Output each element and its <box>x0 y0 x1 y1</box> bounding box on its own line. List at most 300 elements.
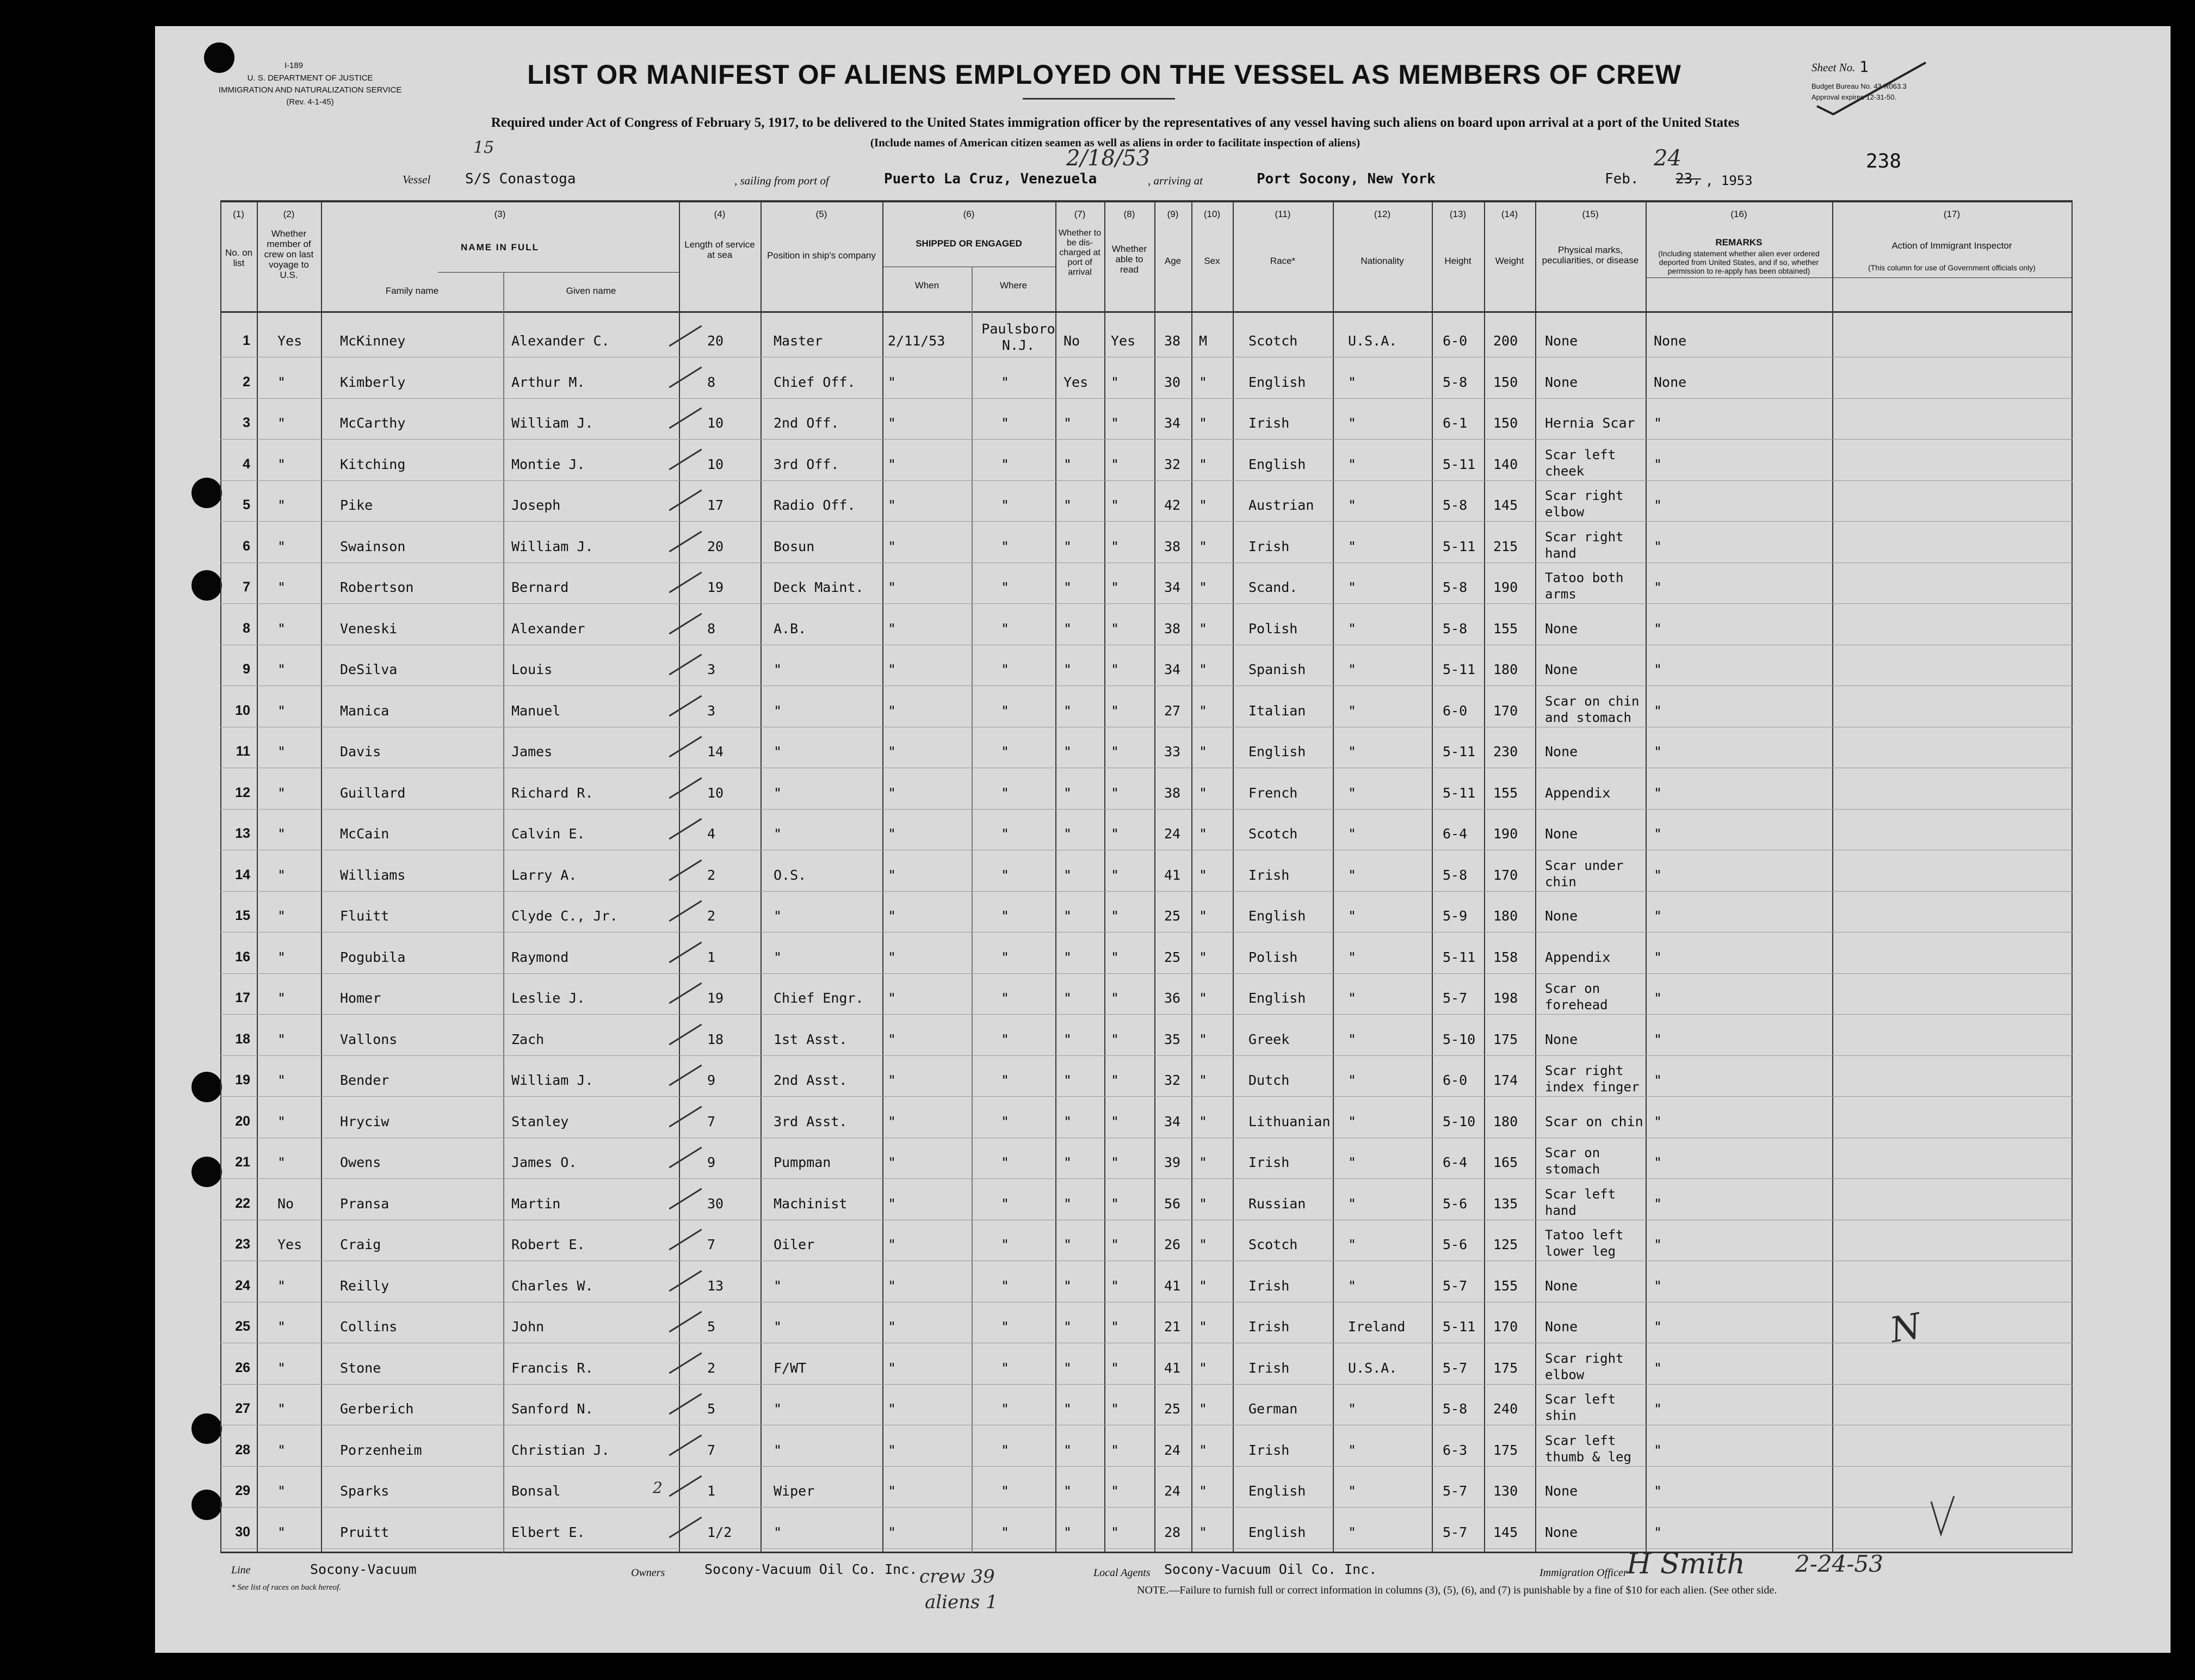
cell-remarks: " <box>1654 867 1662 883</box>
cell-race: Spanish <box>1248 662 1306 677</box>
cell-race: Polish <box>1248 621 1298 637</box>
cell-service: 19 <box>707 990 724 1006</box>
col-heading: REMARKS <box>1715 237 1763 248</box>
cell-family: Manica <box>340 703 389 719</box>
cell-when: " <box>888 621 896 637</box>
cell-nationality: " <box>1348 539 1357 554</box>
cell-no: 3 <box>243 415 250 430</box>
cell-read: " <box>1111 1072 1120 1088</box>
cell-family: Pike <box>340 497 373 513</box>
cell-height: 5-7 <box>1443 1278 1468 1294</box>
cell-race: Scotch <box>1248 333 1298 349</box>
owners-value: Socony-Vacuum Oil Co. Inc. <box>704 1561 918 1577</box>
col-heading: Position in ship's company <box>767 250 876 261</box>
col-line <box>220 200 221 1553</box>
cell-marks: None <box>1545 1278 1578 1294</box>
cell-where: " <box>1001 744 1010 759</box>
cell-sex: " <box>1199 1442 1208 1458</box>
cell-read: Yes <box>1111 333 1136 349</box>
cell-given: Bonsal <box>511 1483 561 1499</box>
cell-no: 28 <box>235 1442 250 1457</box>
cell-height: 5-10 <box>1443 1114 1476 1129</box>
scan-border <box>2171 0 2195 1680</box>
col-heading-note: (Including statement whether alien ever ordered deported from United States, and if so, whether permission to re-apply has been obtained) <box>1658 249 1820 275</box>
cell-weight: 158 <box>1493 949 1518 965</box>
cell-weight: 190 <box>1493 579 1518 595</box>
cell-service: 18 <box>707 1032 724 1047</box>
cell-weight: 145 <box>1493 1524 1518 1540</box>
cell-marks: None <box>1545 333 1578 349</box>
cell-age: 34 <box>1164 415 1181 431</box>
cell-family: Porzenheim <box>340 1442 422 1458</box>
handwritten-date: 2/18/53 <box>1066 146 1151 171</box>
cell-marks: Scar on chin <box>1545 1114 1643 1129</box>
cell-weight: 180 <box>1493 908 1518 924</box>
cell-height: 5-6 <box>1443 1237 1468 1252</box>
cell-height: 6-3 <box>1443 1442 1468 1458</box>
cell-read: " <box>1111 497 1120 513</box>
officer-label: Immigration Officer <box>1539 1567 1628 1579</box>
cell-nationality: " <box>1348 949 1357 965</box>
col-number: (7) <box>1074 209 1086 219</box>
cell-weight: 240 <box>1493 1401 1518 1417</box>
cell-read: " <box>1111 1237 1120 1252</box>
cell-prev: " <box>277 1319 286 1335</box>
cell-remarks: " <box>1654 456 1662 472</box>
cell-sex: " <box>1199 1032 1208 1047</box>
officer-signature: H Smith <box>1627 1548 1745 1580</box>
cell-remarks: " <box>1654 415 1662 431</box>
port-from: Puerto La Cruz, Venezuela <box>884 171 1097 187</box>
cell-when: " <box>888 1154 896 1170</box>
cell-nationality: " <box>1348 1196 1357 1212</box>
cell-discharge: " <box>1064 1072 1072 1088</box>
cell-height: 5-11 <box>1443 949 1476 965</box>
cell-position: " <box>774 662 782 677</box>
cell-marks: None <box>1545 744 1578 759</box>
cell-given: Clyde C., Jr. <box>511 908 618 924</box>
cell-sex: " <box>1199 1319 1208 1335</box>
cell-position: 1st Asst. <box>774 1032 848 1047</box>
col-subheading: Given name <box>566 286 616 296</box>
arriving-label: , arriving at <box>1148 174 1203 187</box>
cell-position: Chief Off. <box>774 374 856 390</box>
col-line <box>1484 200 1485 1553</box>
cell-sex: " <box>1199 1278 1208 1294</box>
cell-sex: " <box>1199 662 1208 677</box>
cell-prev: " <box>277 949 286 965</box>
cell-age: 32 <box>1164 1072 1181 1088</box>
cell-family: Swainson <box>340 539 406 554</box>
cell-position: F/WT <box>774 1360 807 1376</box>
cell-race: English <box>1248 744 1306 759</box>
cell-race: German <box>1248 1401 1298 1417</box>
cell-position: 3rd Off. <box>774 456 839 472</box>
cell-prev: " <box>277 539 286 554</box>
cell-no: 25 <box>235 1319 250 1334</box>
cell-weight: 175 <box>1493 1442 1518 1458</box>
cell-no: 14 <box>235 867 250 882</box>
cell-position: Wiper <box>774 1483 815 1499</box>
cell-sex: " <box>1199 826 1208 842</box>
aliens-note: aliens 1 <box>925 1591 998 1613</box>
cell-read: " <box>1111 1114 1120 1129</box>
cell-read: " <box>1111 949 1120 965</box>
col-line <box>1104 200 1105 1553</box>
cell-family: DeSilva <box>340 662 398 677</box>
cell-position: Bosun <box>774 539 815 554</box>
cell-prev: " <box>277 1442 286 1458</box>
cell-age: 33 <box>1164 744 1181 759</box>
cell-sex: " <box>1199 456 1208 472</box>
cell-discharge: " <box>1064 1278 1072 1294</box>
cell-discharge: " <box>1064 1401 1072 1417</box>
cell-where: " <box>1001 990 1010 1006</box>
cell-remarks: " <box>1654 949 1662 965</box>
cell-position: Radio Off. <box>774 497 856 513</box>
cell-weight: 230 <box>1493 744 1518 759</box>
cell-read: " <box>1111 539 1120 554</box>
port-to: Port Socony, New York <box>1257 171 1436 187</box>
cell-prev: " <box>277 1154 286 1170</box>
cell-given: Robert E. <box>511 1237 585 1252</box>
col-heading: No. on list <box>225 248 253 268</box>
cell-marks: None <box>1545 826 1578 842</box>
cell-position: 2nd Asst. <box>774 1072 848 1088</box>
cell-position: " <box>774 1319 782 1335</box>
cell-remarks: " <box>1654 1278 1662 1294</box>
races-note: * See list of races on back hereof. <box>231 1583 341 1592</box>
cell-sex: " <box>1199 579 1208 595</box>
cell-race: English <box>1248 1483 1306 1499</box>
vessel-label: Vessel <box>403 173 431 186</box>
cell-sex: " <box>1199 374 1208 390</box>
col-line <box>321 200 322 1553</box>
cell-service: 19 <box>707 579 724 595</box>
cell-discharge: " <box>1064 621 1072 637</box>
cell-sex: " <box>1199 1154 1208 1170</box>
cell-marks: None <box>1545 1032 1578 1047</box>
cell-given: Leslie J. <box>511 990 585 1006</box>
cell-height: 5-7 <box>1443 1360 1468 1376</box>
cell-where: " <box>1001 1114 1010 1129</box>
col-line <box>1154 200 1155 1553</box>
cell-height: 6-1 <box>1443 415 1468 431</box>
cell-position: " <box>774 785 782 801</box>
cell-remarks: " <box>1654 1360 1662 1376</box>
cell-read: " <box>1111 415 1120 431</box>
cell-no: 13 <box>235 826 250 841</box>
cell-discharge: " <box>1064 1237 1072 1252</box>
cell-marks: Appendix <box>1545 785 1611 801</box>
cell-sex: " <box>1199 785 1208 801</box>
col-heading: Race* <box>1270 256 1296 266</box>
cell-position: Deck Maint. <box>774 579 864 595</box>
cell-race: Scotch <box>1248 826 1298 842</box>
cell-read: " <box>1111 867 1120 883</box>
cell-height: 5-8 <box>1443 867 1468 883</box>
cell-nationality: " <box>1348 826 1357 842</box>
cell-age: 38 <box>1164 539 1181 554</box>
cell-where: " <box>1001 621 1010 637</box>
cell-age: 21 <box>1164 1319 1181 1335</box>
cell-height: 5-8 <box>1443 1401 1468 1417</box>
cell-height: 6-0 <box>1443 703 1468 719</box>
cell-prev: " <box>277 456 286 472</box>
cell-prev: Yes <box>277 1237 302 1252</box>
cell-family: McCarthy <box>340 415 406 431</box>
cell-family: Kimberly <box>340 374 406 390</box>
cell-service: 7 <box>707 1442 716 1458</box>
approval-line: Approval expires 12-31-50. <box>1811 93 1897 101</box>
cell-given: Arthur M. <box>511 374 585 390</box>
cell-discharge: " <box>1064 908 1072 924</box>
cell-family: Reilly <box>340 1278 389 1294</box>
cell-service: 1/2 <box>707 1524 732 1540</box>
cell-nationality: " <box>1348 1154 1357 1170</box>
cell-marks: Scar left shin <box>1545 1392 1616 1423</box>
cell-height: 5-11 <box>1443 785 1476 801</box>
cell-service: 17 <box>707 497 724 513</box>
cell-sex: " <box>1199 621 1208 637</box>
cell-given: Raymond <box>511 949 569 965</box>
cell-remarks: " <box>1654 539 1662 554</box>
row-divider <box>220 1178 2073 1179</box>
cell-nationality: " <box>1348 1278 1357 1294</box>
punch-hole <box>191 1157 222 1187</box>
cell-height: 5-11 <box>1443 456 1476 472</box>
footer-note: NOTE.—Failure to furnish full or correct information in columns (3), (5), (6), and (7) is punishable by a fine of $10 for each alien. (See other side. <box>1137 1584 1777 1596</box>
cell-race: Scand. <box>1248 579 1298 595</box>
agents-label: Local Agents <box>1093 1567 1151 1579</box>
cell-nationality: " <box>1348 1401 1357 1417</box>
cell-prev: " <box>277 867 286 883</box>
col-subheading: Family name <box>385 286 439 296</box>
cell-race: Irish <box>1248 1278 1290 1294</box>
cell-no: 12 <box>235 785 250 800</box>
cell-prev: " <box>277 703 286 719</box>
cell-height: 6-4 <box>1443 1154 1468 1170</box>
cell-read: " <box>1111 1483 1120 1499</box>
cell-nationality: " <box>1348 374 1357 390</box>
handwritten-mark: 15 <box>473 138 494 157</box>
cell-discharge: " <box>1064 539 1072 554</box>
cell-marks: Scar right elbow <box>1545 1351 1624 1382</box>
cell-age: 25 <box>1164 908 1181 924</box>
cell-given: John <box>511 1319 545 1335</box>
cell-height: 5-7 <box>1443 1483 1468 1499</box>
cell-height: 5-8 <box>1443 579 1468 595</box>
cell-race: Irish <box>1248 539 1290 554</box>
cell-when: " <box>888 1483 896 1499</box>
cell-discharge: " <box>1064 1360 1072 1376</box>
cell-remarks: " <box>1654 579 1662 595</box>
cell-given: Christian J. <box>511 1442 610 1458</box>
cell-remarks: " <box>1654 908 1662 924</box>
cell-read: " <box>1111 908 1120 924</box>
cell-prev: " <box>277 908 286 924</box>
owners-label: Owners <box>631 1567 665 1579</box>
cell-discharge: " <box>1064 1442 1072 1458</box>
cell-age: 30 <box>1164 374 1181 390</box>
cell-position: Pumpman <box>774 1154 831 1170</box>
cell-read: " <box>1111 1032 1120 1047</box>
cell-read: " <box>1111 1442 1120 1458</box>
cell-discharge: " <box>1064 1196 1072 1212</box>
col-line <box>1233 200 1234 1553</box>
cell-family: Stone <box>340 1360 381 1376</box>
cell-where: " <box>1001 1278 1010 1294</box>
service-line: IMMIGRATION AND NATURALIZATION SERVICE <box>218 85 402 95</box>
cell-sex: " <box>1199 703 1208 719</box>
cell-position: " <box>774 826 782 842</box>
cell-nationality: " <box>1348 579 1357 595</box>
cell-when: " <box>888 826 896 842</box>
cell-where: " <box>1001 579 1010 595</box>
cell-age: 39 <box>1164 1154 1181 1170</box>
cell-nationality: Ireland <box>1348 1319 1406 1335</box>
cell-family: Homer <box>340 990 381 1006</box>
col-number: (6) <box>963 209 975 219</box>
cell-discharge: " <box>1064 826 1072 842</box>
cell-discharge: " <box>1064 867 1072 883</box>
col-line <box>1191 200 1192 1553</box>
cell-where: " <box>1001 785 1010 801</box>
col-subheading: Where <box>999 280 1028 291</box>
cell-prev: " <box>277 579 286 595</box>
cell-marks: Scar right hand <box>1545 529 1624 561</box>
cell-remarks: " <box>1654 1237 1662 1252</box>
cell-discharge: " <box>1064 497 1072 513</box>
cell-given: Francis R. <box>511 1360 593 1376</box>
cell-no: 11 <box>236 744 250 759</box>
row-divider <box>220 1384 2073 1385</box>
cell-height: 5-8 <box>1443 374 1468 390</box>
cell-family: Pruitt <box>340 1524 389 1540</box>
cell-position: " <box>774 703 782 719</box>
cell-read: " <box>1111 744 1120 759</box>
cell-height: 6-0 <box>1443 1072 1468 1088</box>
cell-weight: 190 <box>1493 826 1518 842</box>
cell-height: 6-4 <box>1443 826 1468 842</box>
cell-sex: " <box>1199 1483 1208 1499</box>
cell-remarks: " <box>1654 497 1662 513</box>
col-number: (15) <box>1582 209 1599 219</box>
cell-marks: None <box>1545 1483 1578 1499</box>
cell-race: Greek <box>1248 1032 1290 1047</box>
cell-service: 9 <box>707 1154 716 1170</box>
cell-when: " <box>888 1442 896 1458</box>
col-line <box>679 200 680 1553</box>
cell-nationality: " <box>1348 908 1357 924</box>
cell-remarks: " <box>1654 1114 1662 1129</box>
cell-marks: Scar on forehead <box>1545 981 1608 1012</box>
budget-line: Budget Bureau No. 43-R063.3 <box>1811 82 1907 90</box>
cell-position: 3rd Asst. <box>774 1114 848 1129</box>
col-line <box>1432 200 1433 1553</box>
cell-discharge: " <box>1064 744 1072 759</box>
cell-weight: 155 <box>1493 785 1518 801</box>
cell-age: 25 <box>1164 949 1181 965</box>
cell-height: 5-11 <box>1443 662 1476 677</box>
row-divider <box>220 603 2073 604</box>
cell-where: " <box>1001 1072 1010 1088</box>
col-line <box>1055 200 1056 1553</box>
cell-discharge: Yes <box>1064 374 1089 390</box>
col-line <box>1535 200 1536 1553</box>
cell-where: " <box>1001 1196 1010 1212</box>
cell-where: " <box>1001 1032 1010 1047</box>
cell-service: 7 <box>707 1114 716 1129</box>
cell-nationality: " <box>1348 621 1357 637</box>
cell-family: Bender <box>340 1072 389 1088</box>
cell-marks: Scar left thumb & leg <box>1545 1433 1631 1465</box>
col-line <box>503 272 504 1553</box>
cell-weight: 130 <box>1493 1483 1518 1499</box>
cell-race: Lithuanian <box>1248 1114 1331 1129</box>
cell-given: Bernard <box>511 579 569 595</box>
cell-marks: Hernia Scar <box>1545 415 1635 431</box>
cell-read: " <box>1111 990 1120 1006</box>
cell-when: " <box>888 1360 896 1376</box>
cell-given: Sanford N. <box>511 1401 593 1417</box>
punch-hole <box>191 1490 222 1520</box>
cell-remarks: " <box>1654 1032 1662 1047</box>
row-divider <box>220 809 2073 810</box>
cell-remarks: " <box>1654 744 1662 759</box>
cell-marks: Scar under chin <box>1545 858 1624 890</box>
cell-nationality: " <box>1348 497 1357 513</box>
cell-where: " <box>1001 867 1010 883</box>
cell-remarks: " <box>1654 826 1662 842</box>
cell-no: 30 <box>235 1524 250 1540</box>
cell-no: 24 <box>235 1278 250 1293</box>
cell-when: " <box>888 949 896 965</box>
cell-read: " <box>1111 1154 1120 1170</box>
cell-no: 2 <box>243 374 250 390</box>
cell-age: 34 <box>1164 1114 1181 1129</box>
cell-position: Master <box>774 333 823 349</box>
row-divider <box>220 685 2073 686</box>
cell-read: " <box>1111 1319 1120 1335</box>
cell-given: William J. <box>511 539 593 554</box>
cell-remarks: " <box>1654 662 1662 677</box>
cell-family: Kitching <box>340 456 406 472</box>
cell-service: 9 <box>707 1072 716 1088</box>
col-heading: Sex <box>1204 256 1220 266</box>
punch-hole <box>191 1072 222 1102</box>
cell-age: 38 <box>1164 333 1181 349</box>
cell-remarks: " <box>1654 621 1662 637</box>
cell-age: 24 <box>1164 826 1181 842</box>
cell-age: 32 <box>1164 456 1181 472</box>
cell-where: " <box>1001 949 1010 965</box>
cell-where: " <box>1001 1237 1010 1252</box>
cell-given: Elbert E. <box>511 1524 585 1540</box>
cell-given: Larry A. <box>511 867 577 883</box>
cell-age: 41 <box>1164 1360 1181 1376</box>
cell-when: " <box>888 456 896 472</box>
cell-weight: 170 <box>1493 1319 1518 1335</box>
cell-no: 23 <box>235 1237 250 1252</box>
cell-weight: 155 <box>1493 621 1518 637</box>
cell-height: 5-11 <box>1443 744 1476 759</box>
cell-read: " <box>1111 703 1120 719</box>
cell-where: " <box>1001 374 1010 390</box>
cell-remarks: " <box>1654 1319 1662 1335</box>
cell-position: Chief Engr. <box>774 990 864 1006</box>
cell-sex: " <box>1199 1524 1208 1540</box>
